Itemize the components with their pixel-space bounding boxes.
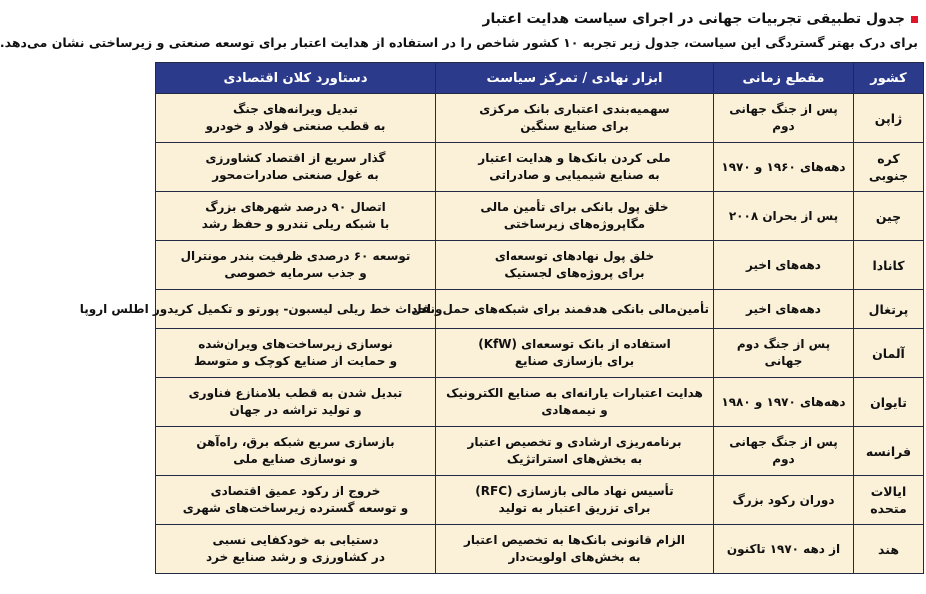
table-description: برای درک بهتر گستردگی این سیاست، جدول زیر تجربه ۱۰ کشور شاخص را در استفاده از هدایت اعتبار برای توسعه صنعتی و زیرساختی نشان می‌دهد. [0,35,918,50]
cell-tool-line: مگاپروژه‌های زیرساختی [503,217,646,231]
cell-outcome [156,143,436,192]
table-row [156,329,924,378]
cell-outcome-line: احداث خط ریلی لیسبون- پورتو و تکمیل کریدور اطلس اروپا [79,301,431,316]
cell-outcome [156,476,436,525]
cell-period: دهه‌های اخیر [714,241,854,290]
cell-tool-line: تأمین‌مالی بانکی هدفمند برای شبکه‌های حمل‌ونقل [411,301,709,316]
cell-period: دهه‌های اخیر [714,290,854,329]
cell-tool [436,378,714,427]
table-row [156,427,924,476]
cell-tool [436,241,714,290]
cell-tool-line: خلق پول بانکی برای تأمین مالی [480,200,669,214]
cell-outcome [156,94,436,143]
cell-tool-line: برای بازسازی صنایع [514,354,635,368]
column-header-country: کشور [854,63,924,94]
cell-outcome-line: به قطب صنعتی فولاد و خودرو [205,119,386,133]
cell-country: فرانسه [854,427,924,476]
cell-outcome-line: اتصال ۹۰ درصد شهرهای بزرگ [205,200,386,214]
table-header-row [156,63,924,94]
table-title: جدول تطبیقی تجربیات جهانی در اجرای سیاست هدایت اعتبار [482,11,905,27]
cell-tool [436,427,714,476]
cell-outcome-line: و حمایت از صنایع کوچک و متوسط [193,354,398,368]
cell-outcome-line: دستیابی به خودکفایی نسبی [212,533,379,547]
cell-outcome [156,378,436,427]
cell-outcome-line: با شبکه ریلی تندرو و حفظ رشد [201,217,390,231]
cell-country: چین [854,192,924,241]
cell-tool-line: تأسیس نهاد مالی بازسازی (RFC) [475,484,674,498]
table-row [156,192,924,241]
cell-outcome-line: تبدیل شدن به قطب بلامنازع فناوری [188,386,403,400]
cell-period: دهه‌های ۱۹۶۰ و ۱۹۷۰ [714,143,854,192]
cell-outcome-line: و تولید تراشه در جهان [229,403,362,417]
cell-tool-line: برای تزریق اعتبار به تولید [498,501,651,515]
cell-period: دوران رکود بزرگ [714,476,854,525]
cell-tool [436,143,714,192]
cell-tool-line: و نیمه‌هادی [541,403,608,417]
column-header-tool: ابزار نهادی / تمرکز سیاست [436,63,714,94]
table-row [156,525,924,574]
cell-country: کانادا [854,241,924,290]
cell-outcome [156,192,436,241]
cell-country: هند [854,525,924,574]
cell-outcome-line: توسعه ۶۰ درصدی ظرفیت بندر مونترال [180,249,411,263]
cell-tool-line: ملی کردن بانک‌ها و هدایت اعتبار [478,151,671,165]
cell-country: پرتغال [854,290,924,329]
title-line [160,8,918,30]
cell-tool-line: هدایت اعتبارات یارانه‌ای به صنایع الکترونیک [446,386,703,400]
cell-tool-line: الزام قانونی بانک‌ها به تخصیص اعتبار [463,533,686,547]
cell-tool [436,192,714,241]
cell-period: پس از جنگ جهانی دوم [714,427,854,476]
table-row [156,476,924,525]
cell-tool-line: برای صنایع سنگین [520,119,629,133]
cell-outcome-line: نوسازی زیرساخت‌های ویران‌شده [198,337,393,351]
cell-tool-line: به صنایع شیمیایی و صادراتی [489,168,660,182]
cell-tool-line: برنامه‌ریزی ارشادی و تخصیص اعتبار [467,435,682,449]
cell-tool [436,94,714,143]
cell-outcome [156,525,436,574]
cell-period: پس از بحران ۲۰۰۸ [714,192,854,241]
cell-period: پس از جنگ جهانی دوم [714,94,854,143]
cell-country: ایالات متحده [854,476,924,525]
table-row [156,94,924,143]
cell-outcome-line: گذار سریع از اقتصاد کشاورزی [205,151,386,165]
cell-country: آلمان [854,329,924,378]
cell-country: کره جنوبی [854,143,924,192]
table-row [156,290,924,329]
table-row [156,378,924,427]
cell-tool-line: به بخش‌های اولویت‌دار [508,550,641,564]
cell-outcome-line: و نوسازی صنایع ملی [233,452,358,466]
cell-tool [436,476,714,525]
cell-outcome-line: و توسعه گسترده زیرساخت‌های شهری [182,501,409,515]
cell-period: پس از جنگ دوم جهانی [714,329,854,378]
cell-tool-line: خلق پول نهادهای توسعه‌ای [494,249,655,263]
cell-tool-line: برای پروژه‌های لجستیک [504,266,645,280]
table-row [156,143,924,192]
cell-country: ژاپن [854,94,924,143]
red-square-bullet-icon [911,16,918,23]
cell-outcome-line: به غول صنعتی صادرات‌محور [212,168,379,182]
comparison-table [79,62,924,574]
cell-outcome-line: و جذب سرمایه خصوصی [224,266,367,280]
cell-outcome-line: بازسازی سریع شبکه برق، راه‌آهن [196,435,395,449]
column-header-period: مقطع زمانی [714,63,854,94]
cell-tool-line: سهمیه‌بندی اعتباری بانک مرکزی [479,102,670,116]
cell-tool [411,290,714,329]
cell-outcome [156,241,436,290]
cell-outcome-line: خروج از رکود عمیق اقتصادی [210,484,381,498]
cell-outcome [79,290,436,329]
cell-period: دهه‌های ۱۹۷۰ و ۱۹۸۰ [714,378,854,427]
table-row [156,241,924,290]
cell-tool-line: به بخش‌های استراتژیک [506,452,643,466]
cell-period: از دهه ۱۹۷۰ تاکنون [714,525,854,574]
header [0,8,918,58]
cell-outcome [156,427,436,476]
cell-outcome-line: در کشاورزی و رشد صنایع خرد [206,550,385,564]
cell-tool [436,329,714,378]
table-body [79,94,924,574]
cell-outcome-line: تبدیل ویرانه‌های جنگ [233,102,358,116]
cell-tool [436,525,714,574]
cell-tool-line: استفاده از بانک توسعه‌ای (KfW) [478,337,671,351]
cell-outcome [156,329,436,378]
cell-country: تایوان [854,378,924,427]
column-header-outcome: دستاورد کلان اقتصادی [156,63,436,94]
